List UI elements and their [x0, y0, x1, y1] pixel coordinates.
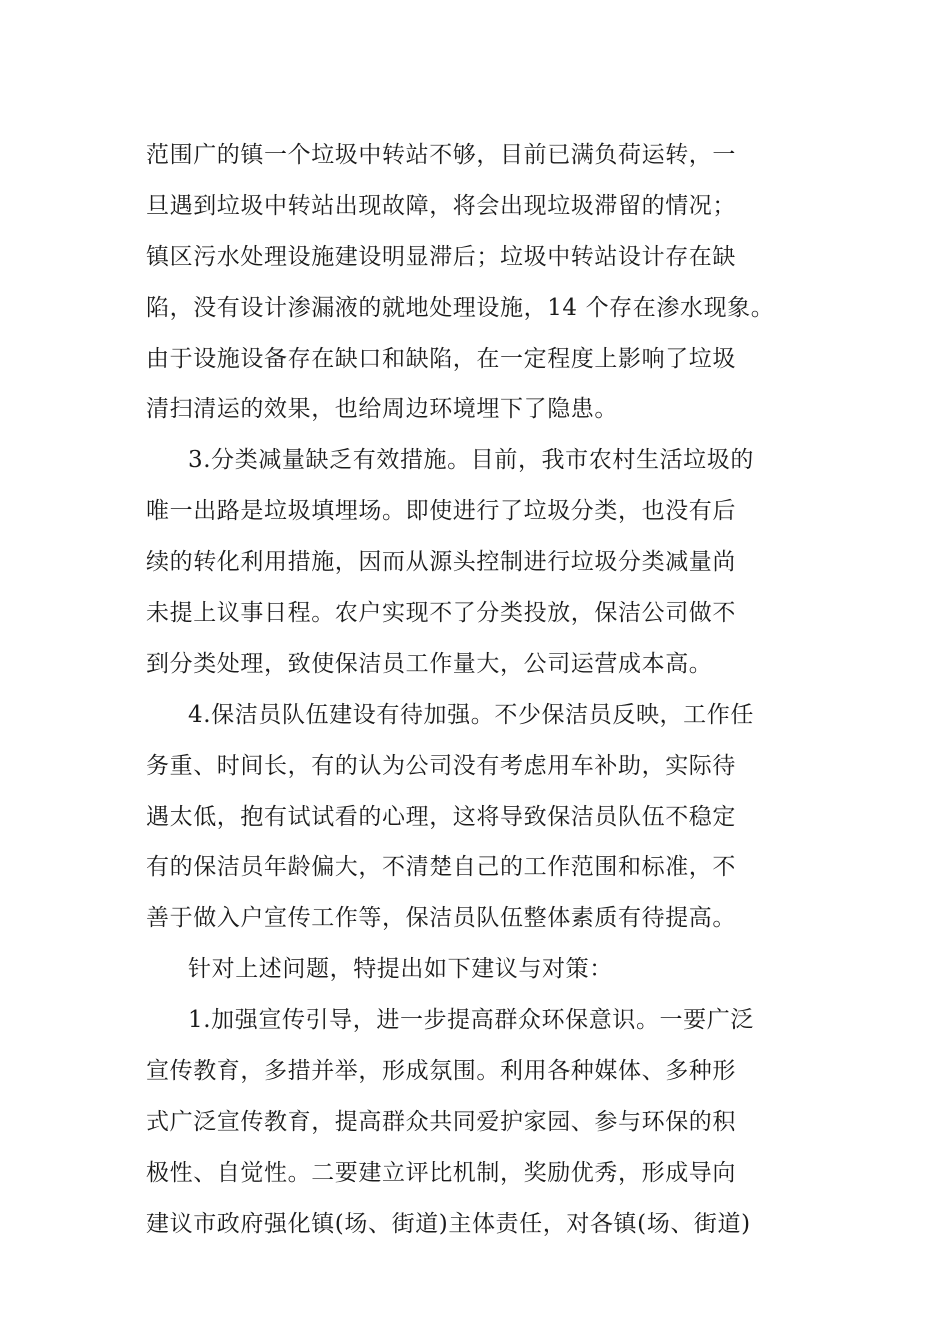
text-line-15: 有的保洁员年龄偏大，不清楚自己的工作范围和标准，不: [146, 854, 736, 881]
text-line-14: 遇太低，抱有试试看的心理，这将导致保洁员队伍不稳定: [146, 803, 736, 830]
text-line-6: 清扫清运的效果，也给周边环境埋下了隐患。: [146, 396, 618, 423]
text-line-1: 范围广的镇一个垃圾中转站不够，目前已满负荷运转，一: [146, 142, 736, 168]
body-text: [146, 130, 826, 1250]
text-line-22: 建议市政府强化镇(场、街道)主体责任，对各镇(场、街道): [146, 1210, 751, 1237]
text-line-7: 3.分类减量缺乏有效措施。目前，我市农村生活垃圾的: [188, 447, 754, 474]
text-line-17: 针对上述问题，特提出如下建议与对策：: [188, 956, 613, 983]
text-line-18: 1.加强宣传引导，进一步提高群众环保意识。一要广泛: [188, 1007, 754, 1034]
text-line-11: 到分类处理，致使保洁员工作量大，公司运营成本高。: [146, 650, 713, 677]
text-line-3: 镇区污水处理设施建设明显滞后；垃圾中转站设计存在缺: [146, 243, 736, 270]
text-line-21: 极性、自觉性。二要建立评比机制，奖励优秀，形成导向: [146, 1159, 736, 1186]
text-line-5: 由于设施设备存在缺口和缺陷，在一定程度上影响了垃圾: [146, 345, 736, 372]
text-line-10: 未提上议事日程。农户实现不了分类投放，保洁公司做不: [146, 600, 736, 627]
text-line-19: 宣传教育，多措并举，形成氛围。利用各种媒体、多种形: [146, 1058, 736, 1085]
text-line-13: 务重、时间长，有的认为公司没有考虑用车补助，实际待: [146, 752, 736, 779]
text-line-16: 善于做入户宣传工作等，保洁员队伍整体素质有待提高。: [146, 905, 736, 932]
text-line-8: 唯一出路是垃圾填埋场。即使进行了垃圾分类，也没有后: [146, 498, 736, 525]
text-line-9: 续的转化利用措施，因而从源头控制进行垃圾分类减量尚: [146, 549, 736, 576]
text-line-2: 旦遇到垃圾中转站出现故障，将会出现垃圾滞留的情况；: [146, 192, 736, 219]
text-line-20: 式广泛宣传教育，提高群众共同爱护家园、参与环保的积: [146, 1108, 736, 1135]
text-line-12: 4.保洁员队伍建设有待加强。不少保洁员反映，工作任: [188, 701, 754, 728]
text-line-4: 陷，没有设计渗漏液的就地处理设施，14 个存在渗水现象。: [146, 294, 775, 321]
